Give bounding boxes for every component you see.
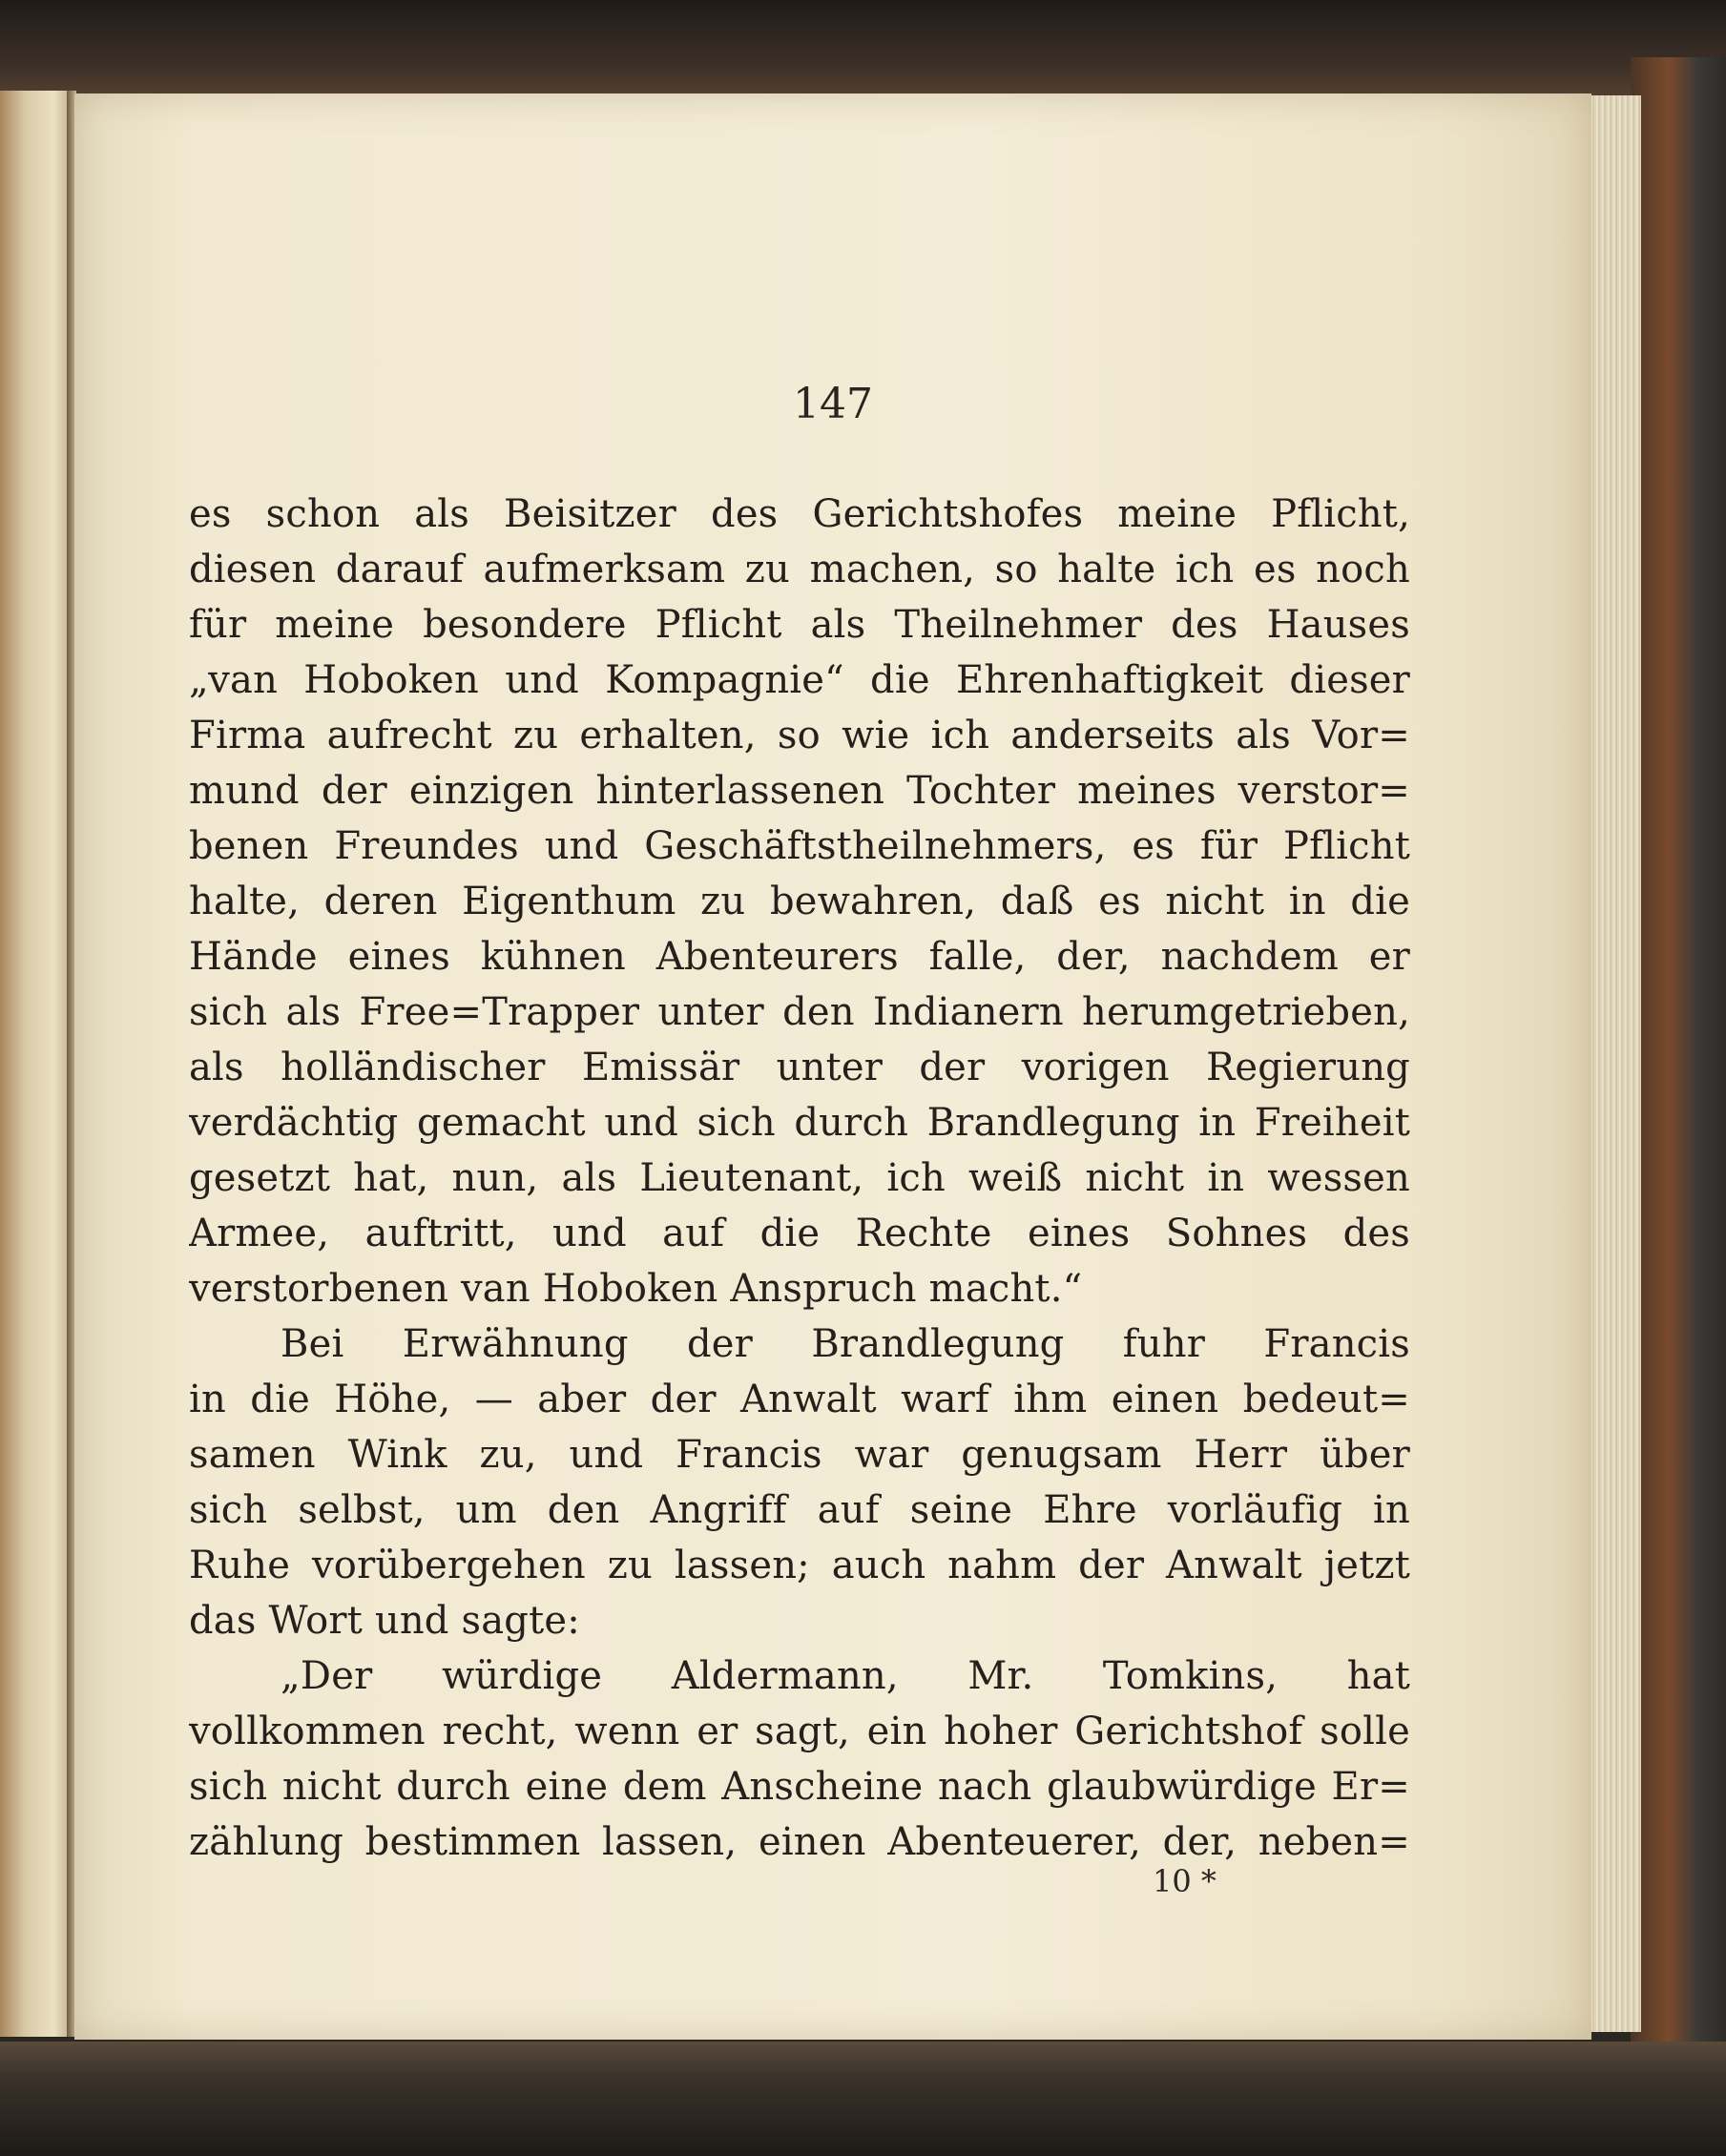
text-line: gesetzt hat, nun, als Lieutenant, ich weiß nicht in wessen: [189, 1156, 1410, 1200]
text-line: das Wort und sagte:: [189, 1599, 580, 1643]
text-line: Bei Erwähnung der Brandlegung fuhr Francis: [281, 1322, 1410, 1366]
text-line: samen Wink zu, und Francis war genugsam Herr über: [189, 1433, 1410, 1477]
book-page: [74, 93, 1591, 2040]
book-cover-right: [1631, 57, 1726, 2108]
text-line: es schon als Beisitzer des Gerichtshofes meine Pflicht,: [189, 492, 1410, 536]
text-line: vollkommen recht, wenn er sagt, ein hoher Gerichtshof solle: [189, 1710, 1410, 1753]
text-line: Ruhe vorübergehen zu lassen; auch nahm der Anwalt jetzt: [189, 1544, 1410, 1587]
text-line: Armee, auftritt, und auf die Rechte eines Sohnes des: [189, 1212, 1410, 1255]
text-line: verstorbenen van Hoboken Anspruch macht.“: [189, 1267, 1083, 1311]
text-line: sich nicht durch eine dem Anscheine nach glaubwürdige Er=: [189, 1765, 1410, 1809]
text-line: „Der würdige Aldermann, Mr. Tomkins, hat: [281, 1654, 1410, 1698]
book-cover-bottom: [0, 2042, 1726, 2156]
text-line: in die Höhe, — aber der Anwalt warf ihm einen bedeut=: [189, 1378, 1410, 1421]
facing-page-edge: [0, 91, 72, 2037]
text-line: Firma aufrecht zu erhalten, so wie ich anderseits als Vor=: [189, 714, 1410, 757]
text-line: zählung bestimmen lassen, einen Abenteuerer, der, neben=: [189, 1820, 1410, 1864]
page-number: 147: [793, 380, 873, 428]
text-line: als holländischer Emissär unter der vorigen Regierung: [189, 1046, 1410, 1089]
text-line: sich selbst, um den Angriff auf seine Ehre vorläufig in: [189, 1488, 1410, 1532]
signature-mark: 10 *: [1153, 1863, 1217, 1899]
text-line: mund der einzigen hinterlassenen Tochter meines verstor=: [189, 769, 1410, 813]
text-line: verdächtig gemacht und sich durch Brandlegung in Freiheit: [189, 1101, 1410, 1145]
text-line: „van Hoboken und Kompagnie“ die Ehrenhaftigkeit dieser: [189, 658, 1410, 702]
text-line: diesen darauf aufmerksam zu machen, so halte ich es noch: [189, 548, 1410, 591]
text-line: Hände eines kühnen Abenteurers falle, der, nachdem er: [189, 935, 1410, 979]
text-line: sich als Free=Trapper unter den Indianern herumgetrieben,: [189, 990, 1410, 1034]
text-line: halte, deren Eigenthum zu bewahren, daß es nicht in die: [189, 880, 1410, 923]
text-line: benen Freundes und Geschäftstheilnehmers, es für Pflicht: [189, 824, 1410, 868]
text-line: für meine besondere Pflicht als Theilnehmer des Hauses: [189, 603, 1410, 647]
page-block-edges: [1584, 95, 1641, 2032]
body-text: [189, 487, 1410, 1870]
book-cover-top: [0, 0, 1726, 105]
